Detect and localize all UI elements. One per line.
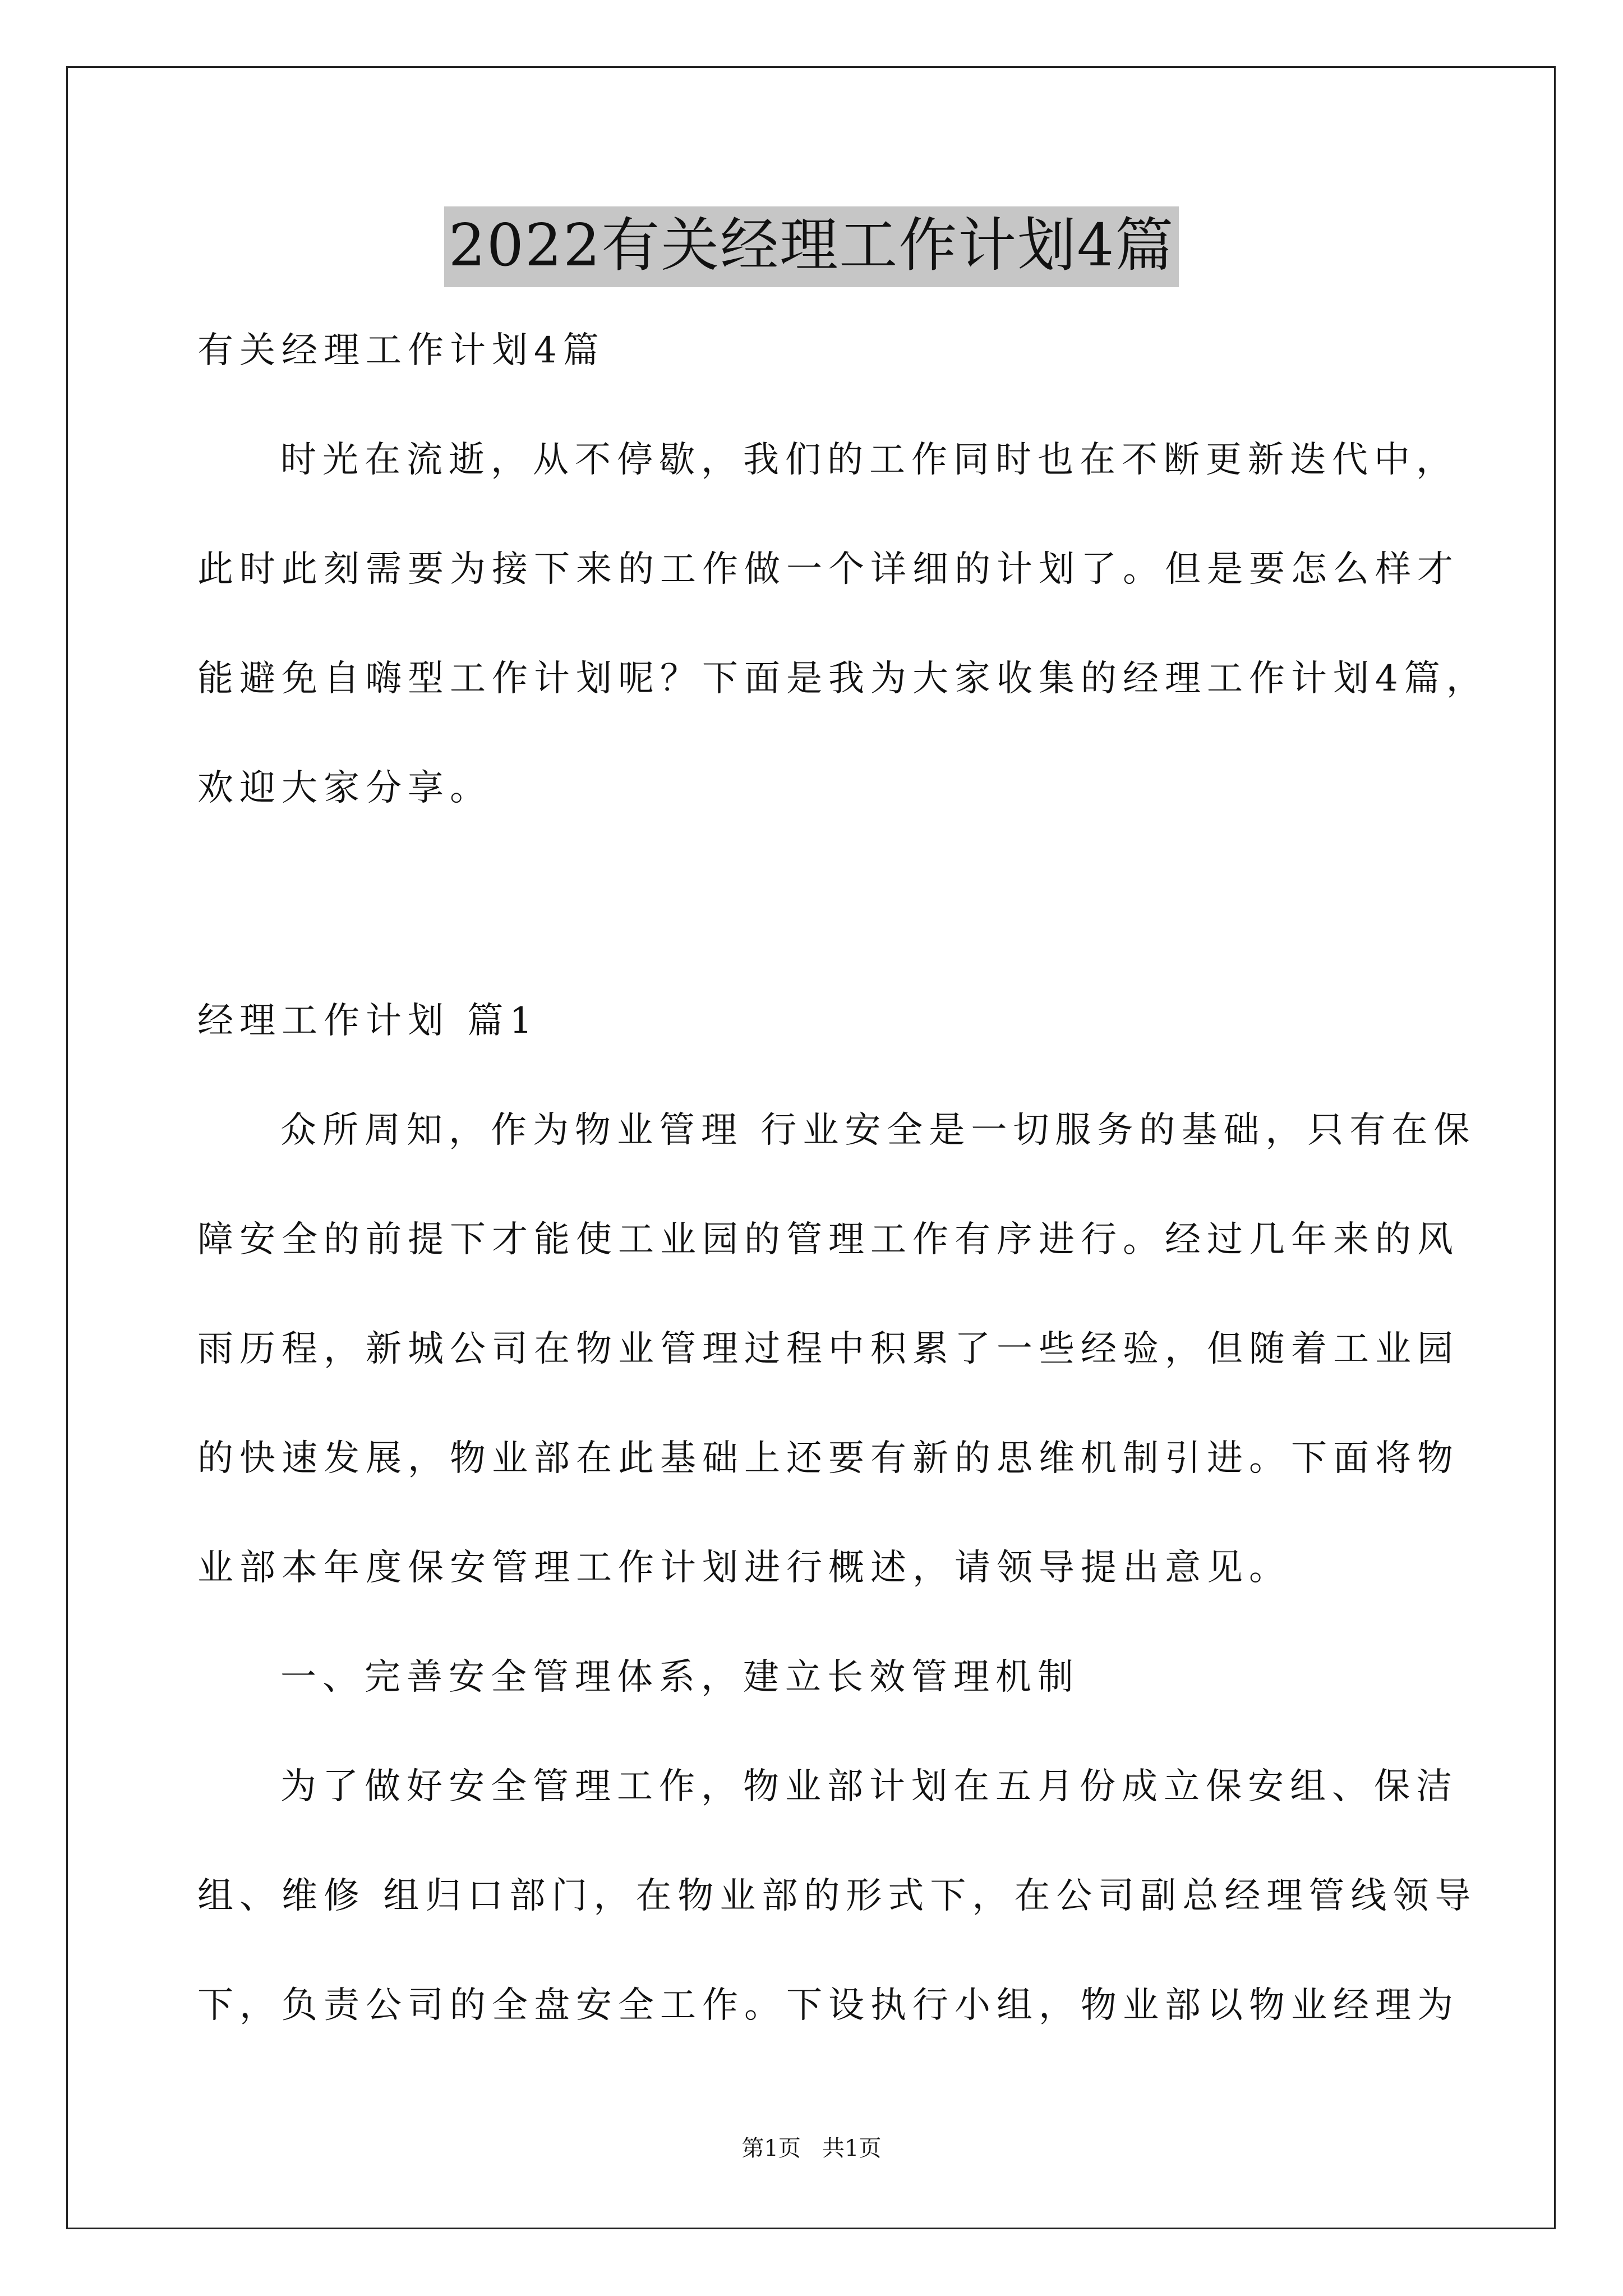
section-line: 众所周知，作为物业管理 行业安全是一切服务的基础，只有在保 [280,1110,1476,1151]
intro-line: 时光在流逝，从不停歇，我们的工作同时也在不断更新迭代中， [280,439,1458,481]
intro-line: 此时此刻需要为接下来的工作做一个详细的计划了。但是要怎么样才 [197,549,1459,590]
document-title-text: 2022有关经理工作计划4篇 [444,206,1179,287]
item-heading: 一、完善安全管理体系，建立长效管理机制 [280,1657,1080,1698]
intro-line: 能避免自嗨型工作计划呢？下面是我为大家收集的经理工作计划4篇， [197,658,1488,700]
section-heading: 经理工作计划 篇1 [197,1000,539,1042]
page-footer: 第1页 共1页 [741,2136,882,2161]
section-line: 雨历程，新城公司在物业管理过程中积累了一些经验，但随着工业园 [197,1328,1459,1370]
item-line: 为了做好安全管理工作，物业部计划在五月份成立保安组、保洁 [280,1766,1458,1807]
section-line: 的快速发展，物业部在此基础上还要有新的思维机制引进。下面将物 [197,1438,1459,1479]
document-subtitle: 有关经理工作计划4篇 [197,330,605,371]
section-line: 障安全的前提下才能使工业园的管理工作有序进行。经过几年来的风 [197,1219,1459,1260]
document-title [0,203,1623,287]
item-line: 下，负责公司的全盘安全工作。下设执行小组，物业部以物业经理为 [197,1985,1459,2026]
section-line: 业部本年度保安管理工作计划进行概述，请领导提出意见。 [197,1547,1291,1589]
intro-line: 欢迎大家分享。 [197,767,492,809]
item-line: 组、维修 组归口部门，在物业部的形式下，在公司副总经理管线领导 [197,1875,1477,1917]
